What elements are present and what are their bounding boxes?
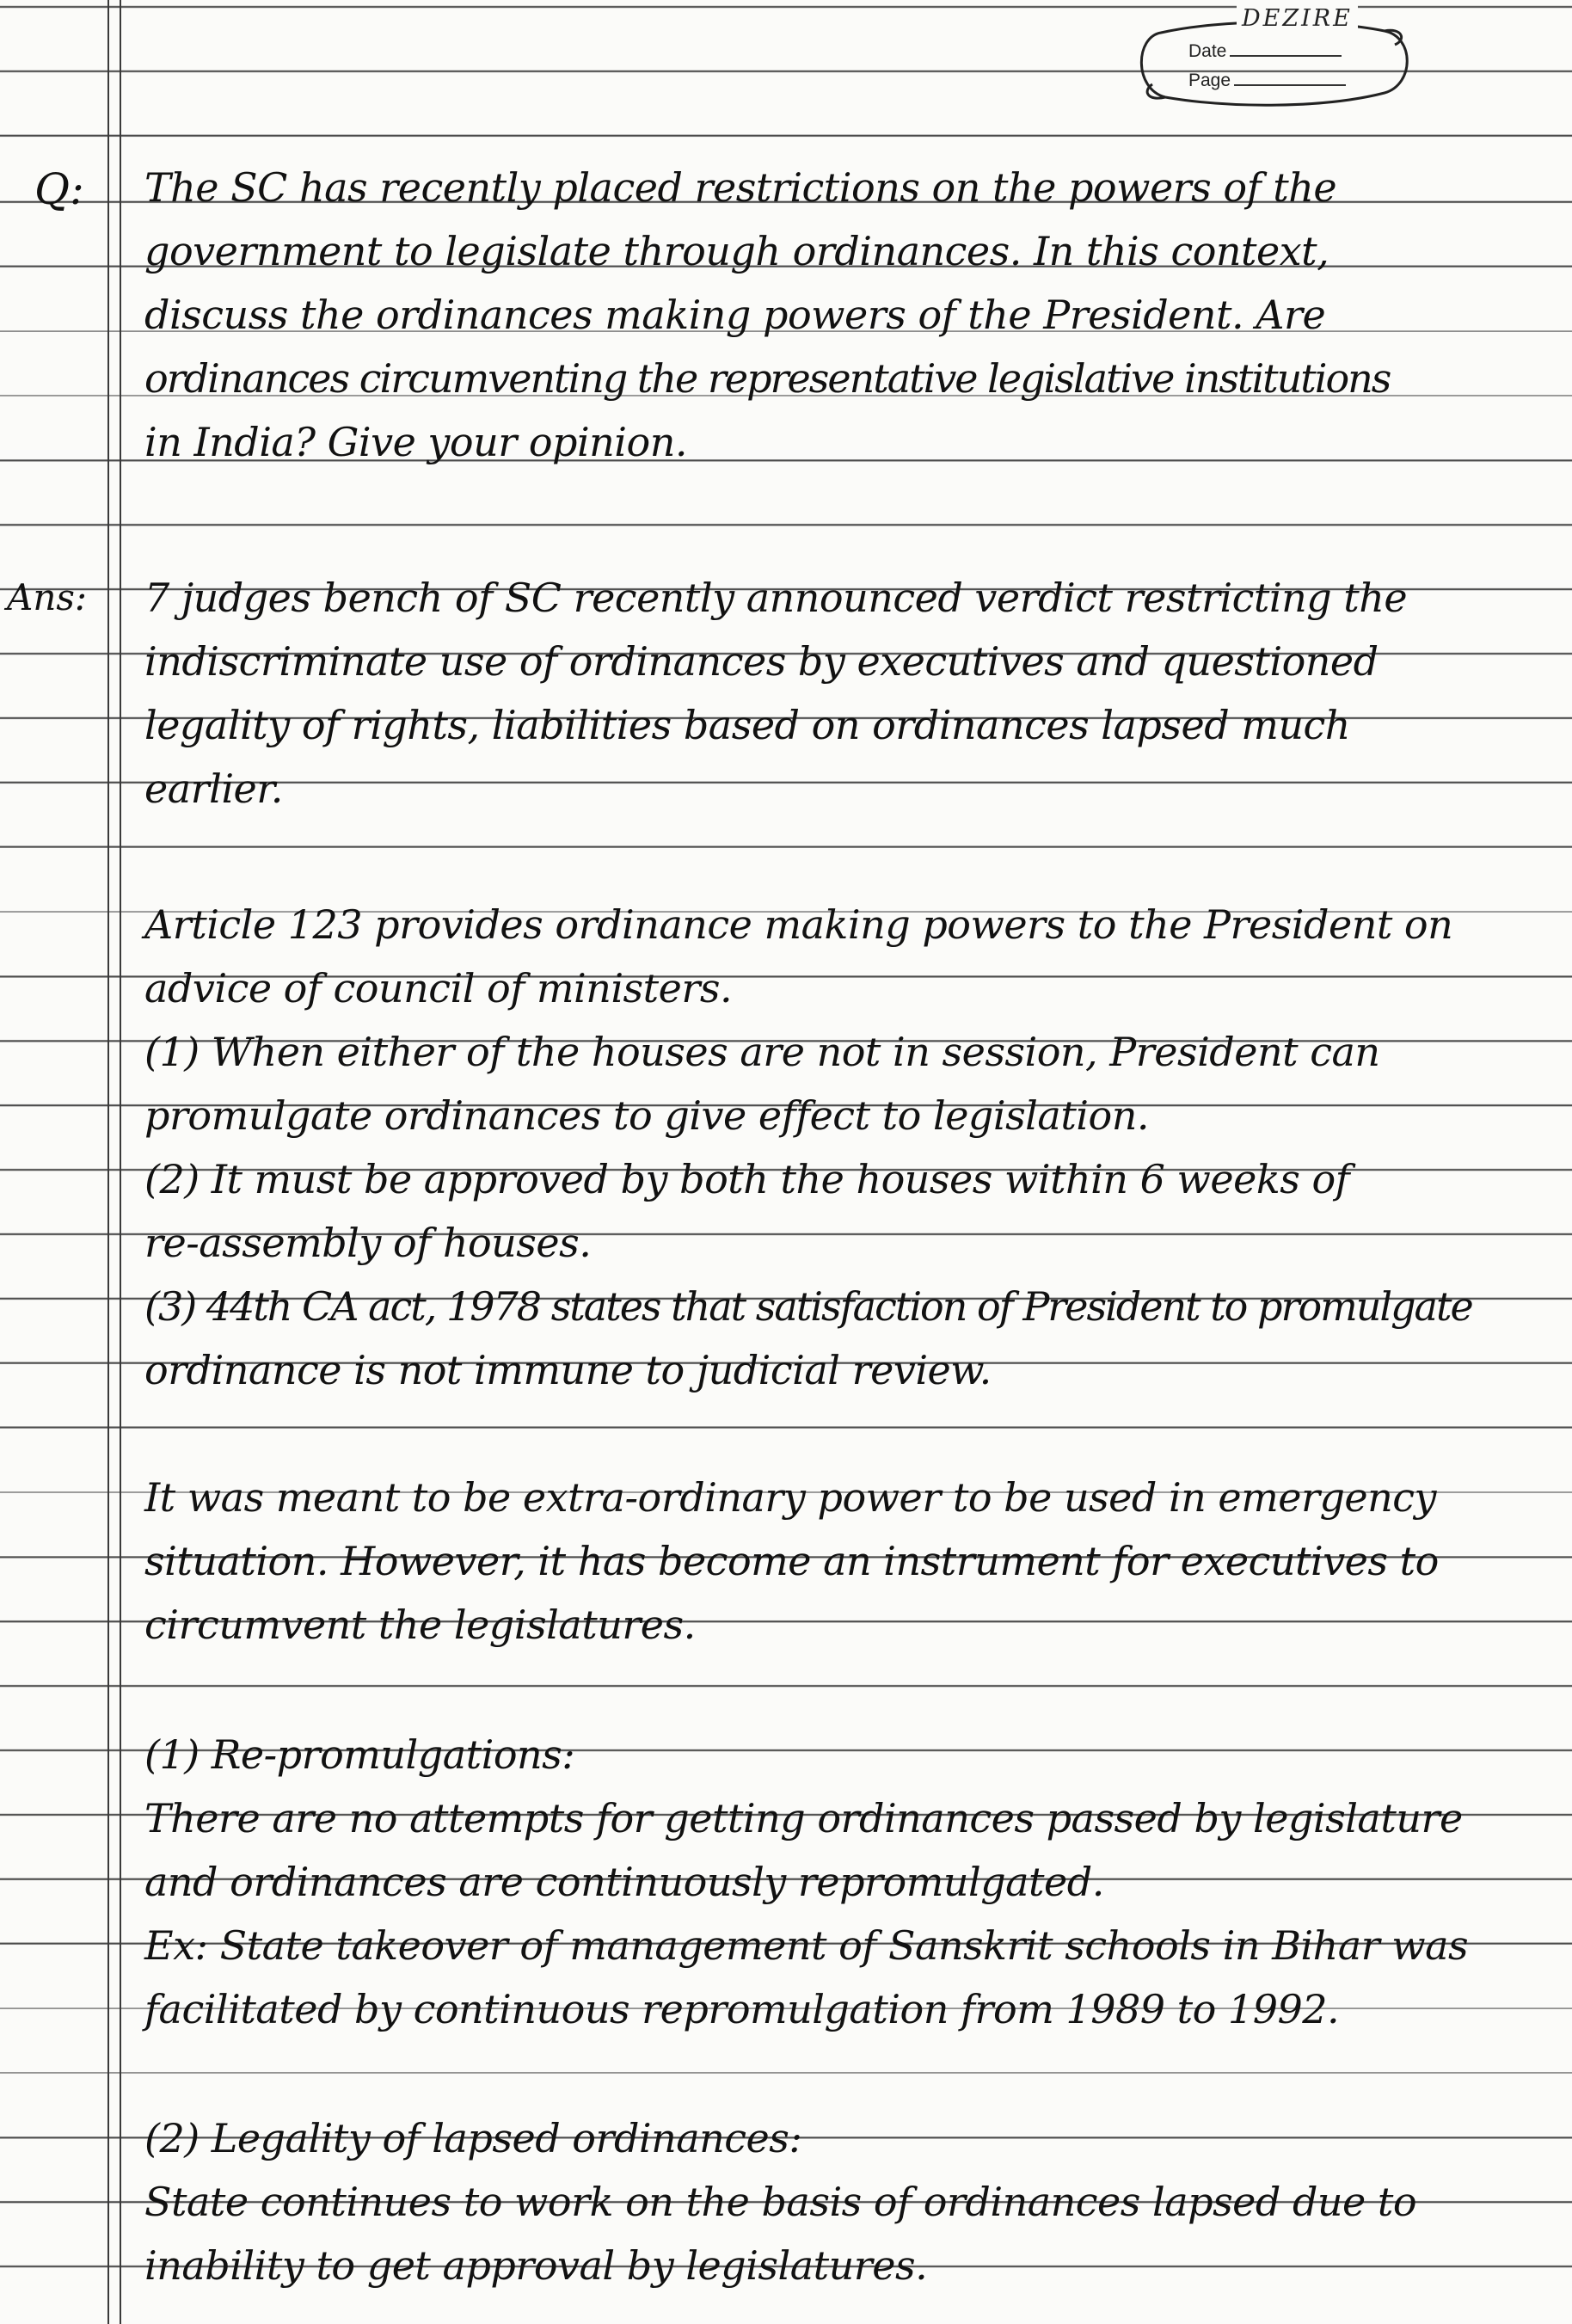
point1-line: and ordinances are continuously repromulgated. xyxy=(144,1859,1104,1905)
question-line: government to legislate through ordinances. In this context, xyxy=(144,228,1329,274)
date-label: Date xyxy=(1188,41,1227,61)
point2-line: State continues to work on the basis of ordinances lapsed due to xyxy=(144,2179,1417,2225)
answer-line: 7 judges bench of SC recently announced verdict restricting the xyxy=(144,575,1408,621)
point2-line: (2) Legality of lapsed ordinances: xyxy=(144,2115,802,2161)
point2-line: inability to get approval by legislatures. xyxy=(144,2242,928,2289)
answer-line: earlier. xyxy=(144,765,283,812)
article-line: (3) 44th CA act, 1978 states that satisfaction of President to promulgate xyxy=(144,1283,1472,1330)
answer-label: Ans: xyxy=(7,576,88,618)
article-line: ordinance is not immune to judicial review. xyxy=(144,1347,992,1393)
date-page-stamp xyxy=(1127,7,1419,124)
point1-line: There are no attempts for getting ordinances passed by legislature xyxy=(144,1795,1463,1841)
article-line: (1) When either of the houses are not in session, President can xyxy=(144,1029,1380,1075)
page-label: Page xyxy=(1188,71,1231,90)
point1-line: facilitated by continuous repromulgation from 1989 to 1992. xyxy=(144,1986,1340,2032)
brand-name: DEZIRE xyxy=(1237,5,1358,32)
answer-line: indiscriminate use of ordinances by executives and questioned xyxy=(144,638,1379,685)
page-field xyxy=(1188,71,1346,91)
article-line: promulgate ordinances to give effect to legislation. xyxy=(144,1092,1149,1139)
margin-line xyxy=(120,0,121,2324)
article-line: re-assembly of houses. xyxy=(144,1220,592,1266)
article-line: (2) It must be approved by both the houses within 6 weeks of xyxy=(144,1156,1350,1202)
answer-line: legality of rights, liabilities based on ordinances lapsed much xyxy=(144,702,1350,748)
question-line: in India? Give your opinion. xyxy=(144,419,687,465)
article-line: advice of council of ministers. xyxy=(144,965,733,1011)
point1-line: (1) Re-promulgations: xyxy=(144,1731,575,1778)
question-line: discuss the ordinances making powers of the President. Are xyxy=(144,292,1326,338)
purpose-line: circumvent the legislatures. xyxy=(144,1602,696,1648)
purpose-line: situation. However, it has become an instrument for executives to xyxy=(144,1538,1439,1584)
question-label: Q: xyxy=(34,164,84,214)
date-field xyxy=(1188,41,1342,62)
article-line: Article 123 provides ordinance making powers to the President on xyxy=(144,901,1453,948)
question-line: ordinances circumventing the representative legislative institutions xyxy=(144,355,1391,402)
question-line: The SC has recently placed restrictions on the powers of the xyxy=(144,164,1337,211)
margin-line xyxy=(107,0,109,2324)
purpose-line: It was meant to be extra-ordinary power to be used in emergency xyxy=(144,1474,1437,1521)
point1-line: Ex: State takeover of management of Sanskrit schools in Bihar was xyxy=(144,1922,1469,1969)
